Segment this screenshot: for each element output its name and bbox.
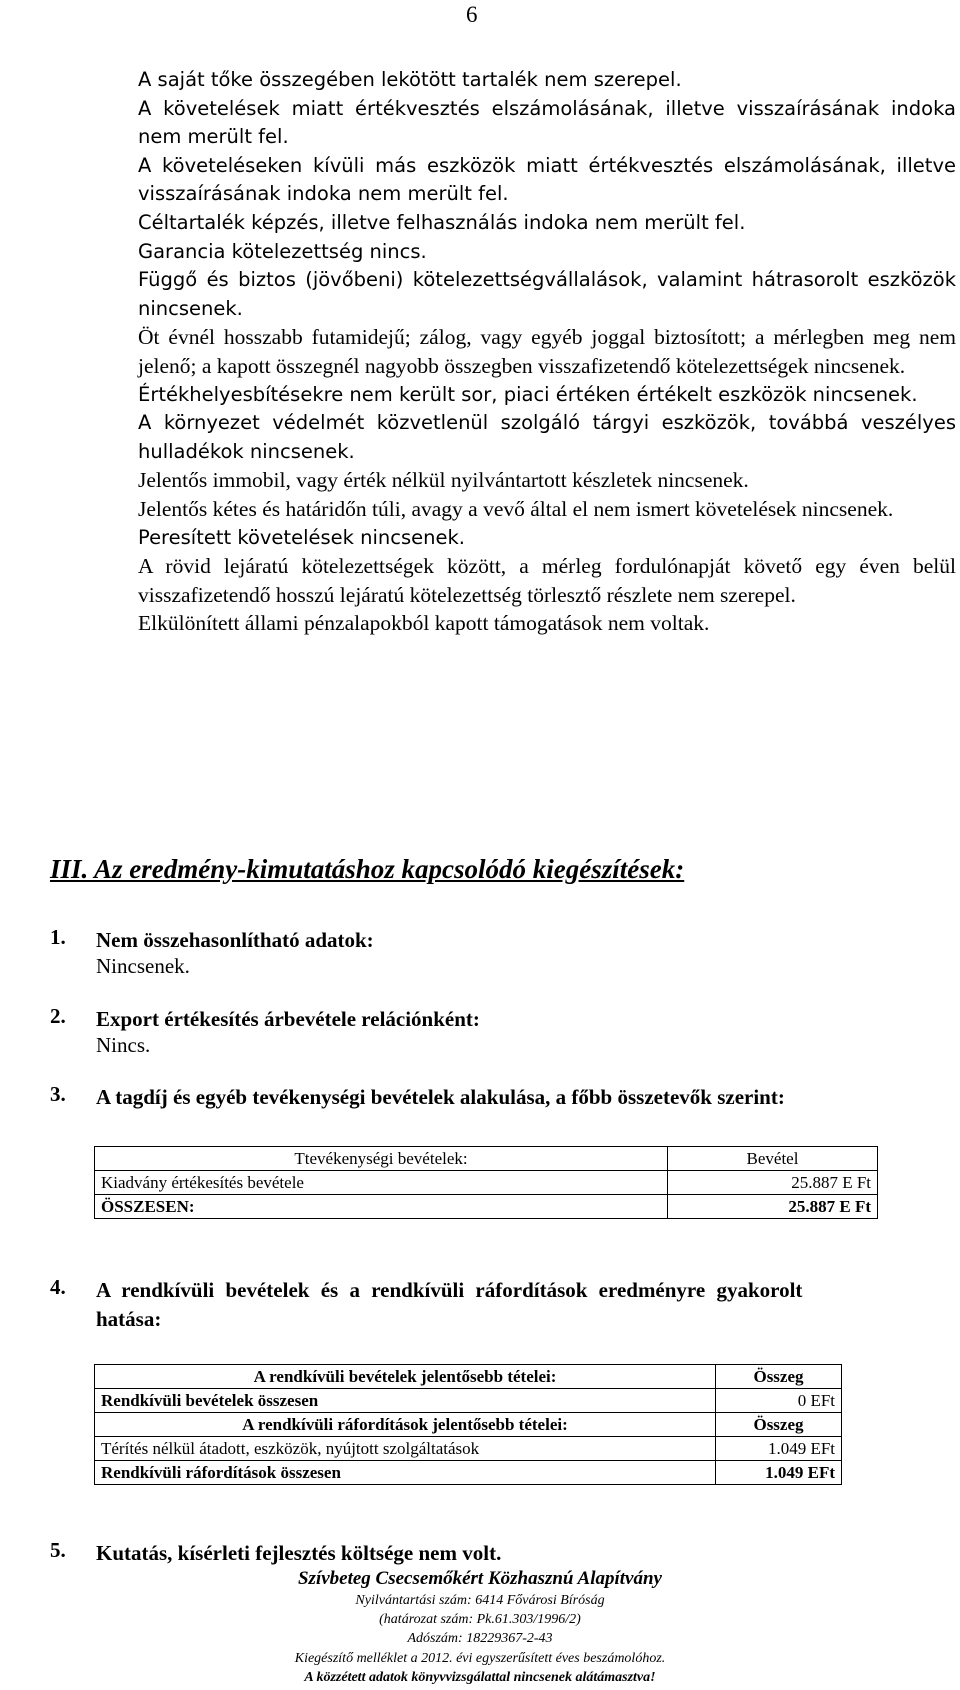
- table-cell: Rendkívüli ráfordítások összesen: [95, 1461, 716, 1485]
- item-value: Nincsenek.: [96, 954, 190, 978]
- item-title: Nem összehasonlítható adatok:: [96, 928, 374, 952]
- footer-tax-number: Adószám: 18229367-2-43: [407, 1631, 553, 1646]
- table-header-cell: Ttevékenységi bevételek:: [95, 1147, 668, 1171]
- footer-audit-note: A közzétett adatok könyvvizsgálattal nincsenek alátámasztva!: [304, 1670, 656, 1685]
- table-header-row: [95, 1365, 842, 1389]
- item-title: Export értékesítés árbevétele relációnként:: [96, 1007, 480, 1031]
- paragraph: Céltartalék képzés, illetve felhasználás indoka nem merült fel.: [138, 210, 746, 234]
- table-cell: 1.049 EFt: [716, 1437, 842, 1461]
- extraordinary-items-table: [94, 1364, 842, 1485]
- item-number: 2.: [50, 1004, 66, 1028]
- table-row: [95, 1461, 842, 1485]
- table-row: [95, 1437, 842, 1461]
- section-title: III. Az eredmény-kimutatáshoz kapcsolódó kiegészítések:: [50, 854, 685, 884]
- table-cell: 1.049 EFt: [716, 1461, 842, 1485]
- footer-registration: Nyilvántartási szám: 6414 Fővárosi Bíróság: [355, 1593, 605, 1608]
- item-number: 5.: [50, 1538, 66, 1562]
- paragraph: Jelentős immobil, vagy érték nélkül nyilvántartott készletek nincsenek.: [138, 468, 749, 493]
- table-cell: 25.887 E Ft: [668, 1195, 878, 1219]
- page-number: 6: [466, 2, 478, 27]
- item-title: A tagdíj és egyéb tevékenységi bevételek alakulása, a főbb összetevők szerint:: [96, 1085, 785, 1109]
- item-number: 3.: [50, 1082, 66, 1106]
- footer-org-name: Szívbeteg Csecsemőkért Közhasznú Alapítvány: [297, 1568, 662, 1589]
- paragraph: Peresített követelések nincsenek.: [138, 525, 465, 549]
- footer-attachment-note: Kiegészítő melléklet a 2012. évi egyszerűsített éves beszámolóhoz.: [294, 1651, 666, 1666]
- table-row: [95, 1171, 878, 1195]
- item-title: Kutatás, kísérleti fejlesztés költsége nem volt.: [96, 1541, 502, 1565]
- table-header-cell: A rendkívüli bevételek jelentősebb tételei:: [95, 1365, 716, 1389]
- table-cell: Rendkívüli bevételek összesen: [95, 1389, 716, 1413]
- table-cell: ÖSSZESEN:: [95, 1195, 668, 1219]
- paragraph: A követeléseken kívüli más eszközök miatt értékvesztés elszámolásának, illetve visszaírásának indoka nem merült fel.: [138, 153, 956, 206]
- table-row: [95, 1195, 878, 1219]
- item-title: A rendkívüli bevételek és a rendkívüli ráfordítások eredményre gyakorolt: [96, 1278, 803, 1302]
- table-header-row: [95, 1147, 878, 1171]
- paragraph: Függő és biztos (jövőbeni) kötelezettségvállalások, valamint hátrasorolt eszközök nincsenek.: [138, 268, 956, 320]
- paragraph: Elkülönített állami pénzalapokból kapott támogatások nem voltak.: [138, 611, 710, 636]
- table-cell: Kiadvány értékesítés bevétele: [95, 1171, 668, 1195]
- paragraph: Értékhelyesbítésekre nem került sor, piaci értéken értékelt eszközök nincsenek.: [138, 382, 918, 406]
- item-number: 1.: [50, 925, 66, 949]
- paragraph: A követelések miatt értékvesztés elszámolásának, illetve visszaírásának indoka nem merült fel.: [138, 96, 956, 149]
- paragraph: A saját tőke összegében lekötött tartalék nem szerepel.: [138, 68, 682, 91]
- table-header-cell: Összeg: [716, 1413, 842, 1437]
- paragraph: Jelentős kétes és határidőn túli, avagy a vevő által el nem ismert követelések nincsenek.: [138, 496, 894, 521]
- item-title-continued: hatása:: [96, 1307, 162, 1331]
- paragraph: A környezet védelmét közvetlenül szolgáló tárgyi eszközök, továbbá veszélyes hulladékok nincsenek.: [138, 411, 956, 463]
- notes-paragraphs: [138, 66, 956, 638]
- table-header-row: [95, 1413, 842, 1437]
- paragraph: Öt évnél hosszabb futamidejű; zálog, vagy egyéb joggal biztosított; a mérlegben meg nem jelenő; a kapott összegnél nagyobb összegben visszafizetendő kötelezettségek nincsenek.: [138, 325, 956, 378]
- table-header-cell: A rendkívüli ráfordítások jelentősebb tételei:: [95, 1413, 716, 1437]
- item-number: 4.: [50, 1275, 66, 1299]
- table-row: [95, 1389, 842, 1413]
- footer-decision: (határozat szám: Pk.61.303/1996/2): [379, 1612, 581, 1627]
- table-cell: 25.887 E Ft: [668, 1171, 878, 1195]
- paragraph: A rövid lejáratú kötelezettségek között, a mérleg fordulónapját követő egy éven belül visszafizetendő hosszú lejáratú kötelezettség törlesztő részlete nem szerepel.: [138, 554, 956, 607]
- table-header-cell: Bevétel: [668, 1147, 878, 1171]
- table-header-cell: Összeg: [716, 1365, 842, 1389]
- paragraph: Garancia kötelezettség nincs.: [138, 239, 427, 263]
- table-cell: 0 EFt: [716, 1389, 842, 1413]
- activity-revenue-table: [94, 1146, 878, 1219]
- item-value: Nincs.: [96, 1033, 151, 1057]
- table-cell: Térítés nélkül átadott, eszközök, nyújtott szolgáltatások: [95, 1437, 716, 1461]
